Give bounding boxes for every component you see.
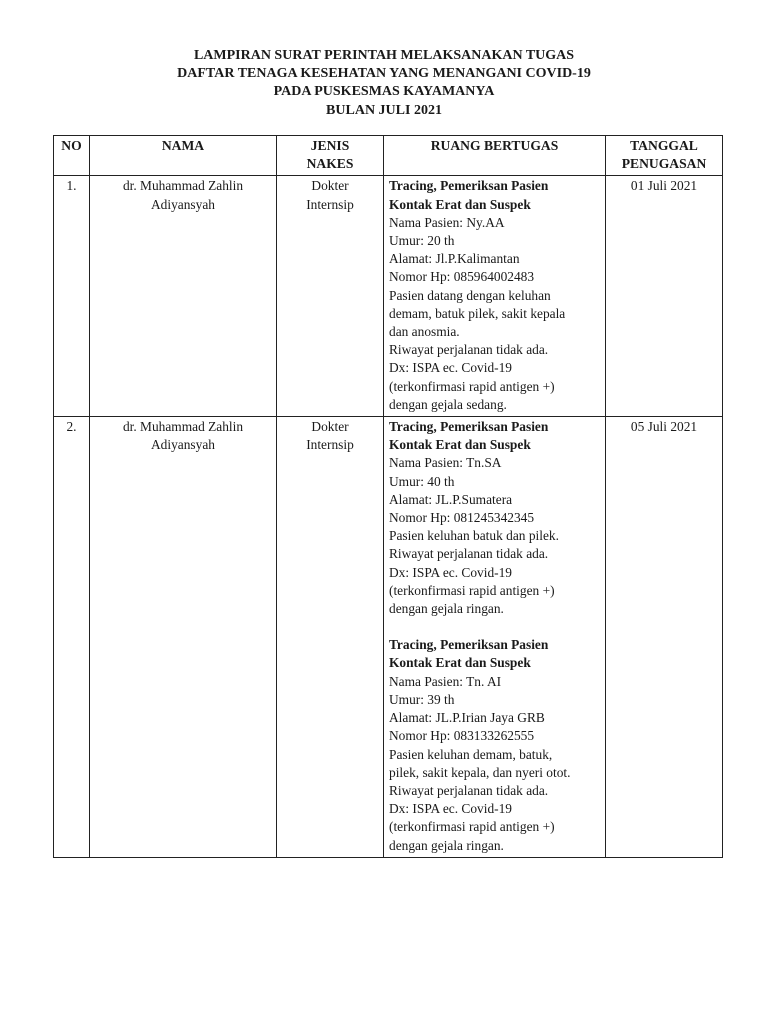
cell-nama xyxy=(90,176,277,417)
tracing-block xyxy=(389,177,600,414)
tracing-detail-line: dan anosmia. xyxy=(389,324,460,340)
tracing-detail-line: Alamat: Jl.P.Kalimantan xyxy=(389,251,520,267)
cell-tanggal-penugasan: 01 Juli 2021 xyxy=(606,176,723,417)
tracing-detail-line: Nama Pasien: Tn.SA xyxy=(389,455,502,471)
table-body xyxy=(54,176,723,857)
cell-tanggal-penugasan: 05 Juli 2021 xyxy=(606,417,723,858)
tracing-detail-line: (terkonfirmasi rapid antigen +) xyxy=(389,582,555,598)
tracing-block-title: Tracing, Pemeriksan Pasien xyxy=(389,178,549,194)
cell-no: 1. xyxy=(54,176,90,417)
document-title xyxy=(0,47,768,120)
tracing-detail-line: dengan gejala ringan. xyxy=(389,601,504,617)
tracing-detail-line: demam, batuk pilek, sakit kepala xyxy=(389,305,566,321)
table-row xyxy=(54,417,723,858)
header-no: NO xyxy=(54,136,90,176)
jenis-line: Dokter xyxy=(311,178,349,194)
title-line-2: DAFTAR TENAGA KESEHATAN YANG MENANGANI COVID-19 xyxy=(177,66,591,82)
header-jenis-line-1: JENIS xyxy=(310,138,350,153)
cell-jenis-nakes xyxy=(277,176,384,417)
jenis-line: Dokter xyxy=(311,419,349,435)
tracing-detail-line: Umur: 39 th xyxy=(389,691,455,707)
tracing-detail-line: dengan gejala ringan. xyxy=(389,837,504,853)
header-tanggal-line-2: PENUGASAN xyxy=(621,156,707,172)
tracing-detail-line: Nama Pasien: Tn. AI xyxy=(389,673,502,689)
header-tanggal-penugasan xyxy=(606,136,723,176)
table-header-row xyxy=(54,136,723,176)
header-ruang-bertugas: RUANG BERTUGAS xyxy=(384,136,606,176)
tracing-detail-line: Nomor Hp: 085964002483 xyxy=(389,269,535,285)
tracing-detail-line: Dx: ISPA ec. Covid-19 xyxy=(389,801,513,817)
tracing-detail-line: Riwayat perjalanan tidak ada. xyxy=(389,546,549,562)
tracing-detail-line: Riwayat perjalanan tidak ada. xyxy=(389,782,549,798)
tracing-detail-line: pilek, sakit kepala, dan nyeri otot. xyxy=(389,764,571,780)
title-line-3: PADA PUSKESMAS KAYAMANYA xyxy=(273,84,495,100)
cell-no: 2. xyxy=(54,417,90,858)
tracing-block xyxy=(389,636,600,854)
tracing-detail-line: dengan gejala sedang. xyxy=(389,396,507,412)
tracing-block-title: Kontak Erat dan Suspek xyxy=(389,655,531,671)
tracing-detail-line: Riwayat perjalanan tidak ada. xyxy=(389,342,549,358)
tracing-detail-line: Dx: ISPA ec. Covid-19 xyxy=(389,564,513,580)
cell-ruang-bertugas xyxy=(384,417,606,858)
tracing-detail-line: Nomor Hp: 083133262555 xyxy=(389,728,535,744)
cell-ruang-bertugas xyxy=(384,176,606,417)
header-tanggal-line-1: TANGGAL xyxy=(630,138,698,153)
title-line-1: LAMPIRAN SURAT PERINTAH MELAKSANAKAN TUGAS xyxy=(193,48,575,63)
tracing-block-title: Tracing, Pemeriksan Pasien xyxy=(389,637,549,653)
header-jenis-nakes xyxy=(277,136,384,176)
cell-nama xyxy=(90,417,277,858)
nama-line: Adiyansyah xyxy=(151,437,215,453)
tracing-block xyxy=(389,418,600,618)
tracing-detail-line: (terkonfirmasi rapid antigen +) xyxy=(389,378,555,394)
tracing-detail-line: Pasien keluhan demam, batuk, xyxy=(389,746,553,762)
jenis-line: Internsip xyxy=(306,196,354,212)
tracing-detail-line: Dx: ISPA ec. Covid-19 xyxy=(389,360,513,376)
tracing-detail-line: Pasien datang dengan keluhan xyxy=(389,287,551,303)
tracing-detail-line: Umur: 20 th xyxy=(389,233,455,249)
nama-line: dr. Muhammad Zahlin xyxy=(122,178,244,194)
tracing-block-title: Kontak Erat dan Suspek xyxy=(389,437,531,453)
header-nama: NAMA xyxy=(90,136,277,176)
table-row xyxy=(54,176,723,417)
nama-line: Adiyansyah xyxy=(151,196,215,212)
title-line-4: BULAN JULI 2021 xyxy=(326,102,442,118)
duty-assignment-table xyxy=(53,135,723,858)
tracing-detail-line: Alamat: JL.P.Irian Jaya GRB xyxy=(389,710,545,726)
tracing-block-title: Tracing, Pemeriksan Pasien xyxy=(389,419,549,435)
tracing-detail-line: Nama Pasien: Ny.AA xyxy=(389,214,505,230)
tracing-detail-line: Umur: 40 th xyxy=(389,473,455,489)
tracing-detail-line: Alamat: JL.P.Sumatera xyxy=(389,491,513,507)
tracing-block-title: Kontak Erat dan Suspek xyxy=(389,196,531,212)
nama-line: dr. Muhammad Zahlin xyxy=(122,419,244,435)
cell-jenis-nakes xyxy=(277,417,384,858)
jenis-line: Internsip xyxy=(306,437,354,453)
tracing-detail-line: (terkonfirmasi rapid antigen +) xyxy=(389,819,555,835)
header-jenis-line-2: NAKES xyxy=(306,156,354,172)
tracing-detail-line: Pasien keluhan batuk dan pilek. xyxy=(389,528,559,544)
tracing-detail-line: Nomor Hp: 081245342345 xyxy=(389,510,535,526)
